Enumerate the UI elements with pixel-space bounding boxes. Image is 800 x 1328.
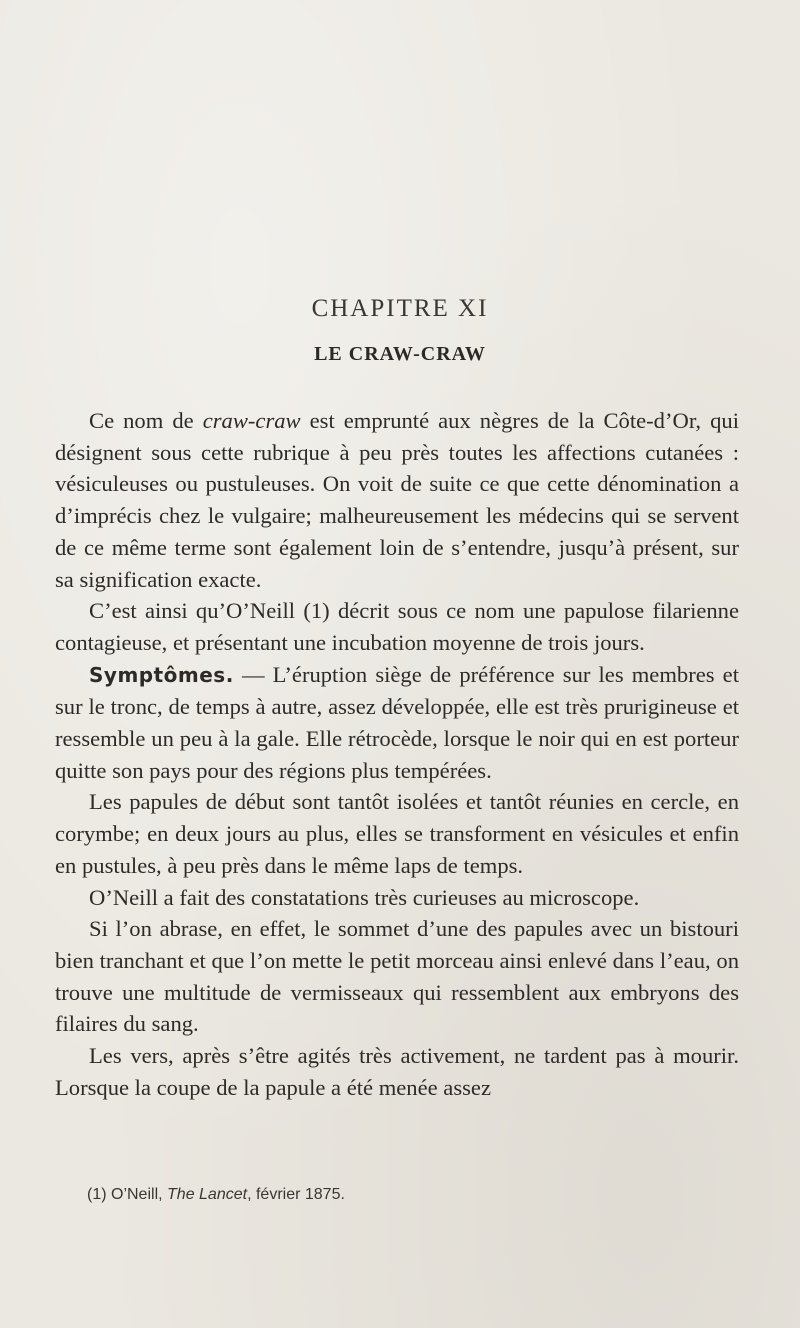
paragraph-5: O’Neill a fait des constatations très curieuses au microscope.: [89, 884, 640, 910]
paragraph-1-before: Ce nom de: [89, 408, 203, 433]
paragraph-7: Les vers, après s’être agités très activement, ne tardent pas à mourir. Lorsque la coupe de la papule a été menée assez: [55, 1043, 739, 1100]
paragraph-3-text: — L’éruption siège de préférence sur les membres et sur le tronc, de temps à autre, assez développée, elle est très prurigineuse et ressemble un peu à la gale. Elle rétrocède, lorsque le noir qui en est porteur quitte son pays pour des régions plus tempérées.: [55, 661, 739, 783]
term-craw-craw: craw-craw: [202, 408, 301, 433]
paragraph-1: [55, 405, 739, 595]
footnote-journal: The Lancet: [167, 1186, 248, 1203]
body-text: [55, 405, 739, 1103]
section-heading-symptomes: Symptômes.: [89, 662, 234, 687]
footnote: [87, 1186, 345, 1204]
paragraph-2: C’est ainsi qu’O’Neill (1) décrit sous ce nom une papulose filarienne contagieuse, et présentant une incubation moyenne de trois jours.: [55, 598, 739, 655]
footnote-suffix: , février 1875.: [247, 1186, 345, 1203]
paragraph-6: Si l’on abrase, en effet, le sommet d’une des papules avec un bistouri bien tranchant et que l’on mette le petit morceau ainsi enlevé dans l’eau, on trouve une multitude de vermisseaux qui ressemblent aux embryons des filaires du sang.: [55, 916, 739, 1037]
paragraph-3: [55, 659, 739, 787]
paragraph-4: Les papules de début sont tantôt isolées et tantôt réunies en cercle, en corymbe; en deux jours au plus, elles se transforment en vésicules et enfin en pustules, à peu près dans le même laps de temps.: [55, 789, 739, 878]
chapter-title: LE CRAW-CRAW: [314, 343, 486, 365]
chapter-heading: CHAPITRE XI: [311, 295, 489, 322]
paragraph-1-after: est emprunté aux nègres de la Côte-d’Or, qui désignent sous cette rubrique à peu près toutes les affections cutanées : vésiculeuses ou pustuleuses. On voit de suite ce que cette dénomination a d’imprécis chez le vulgaire; malheureusement les médecins qui se servent de ce même terme sont également loin de s’entendre, jusqu’à présent, sur sa signification exacte.: [55, 408, 739, 592]
footnote-prefix: (1) O’Neill,: [87, 1186, 168, 1203]
